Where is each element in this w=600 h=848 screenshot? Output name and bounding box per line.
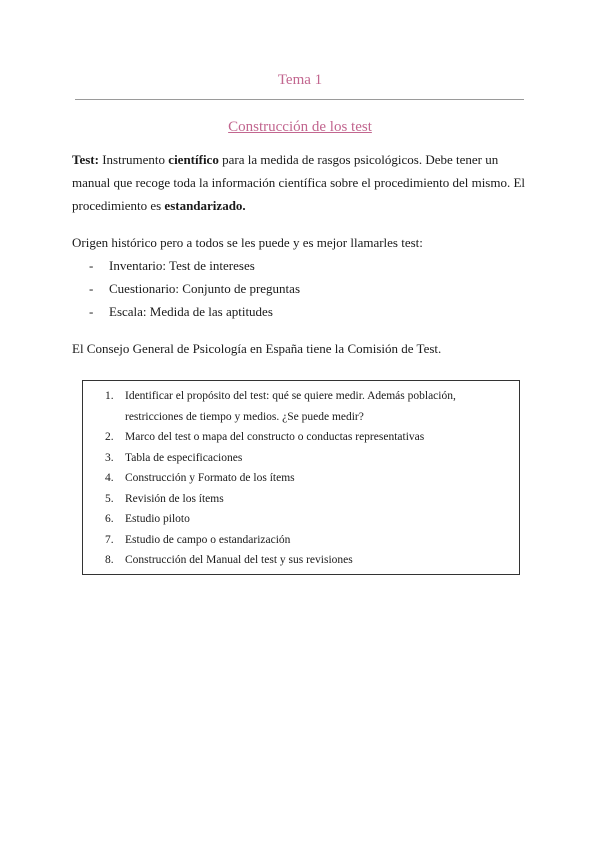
list-item	[72, 300, 528, 323]
step-text: Marco del test o mapa del constructo o conductas representativas	[125, 431, 425, 443]
construction-steps-list	[83, 386, 519, 571]
header-divider	[75, 99, 524, 100]
step-item	[83, 468, 519, 489]
step-number: 1.	[105, 390, 114, 402]
step-item	[83, 530, 519, 551]
step-number: 3.	[105, 451, 114, 464]
step-text: Tabla de especificaciones	[125, 451, 243, 464]
step-item	[83, 550, 519, 571]
list-item	[72, 277, 528, 300]
page-header-title: Tema 1	[277, 72, 323, 88]
definition-term: Test:	[72, 152, 99, 167]
step-item	[83, 448, 519, 469]
origin-section	[72, 231, 528, 323]
list-item	[72, 254, 528, 277]
step-text: Revisión de los ítems	[125, 492, 224, 505]
step-number: 2.	[105, 431, 114, 443]
test-types-list	[72, 254, 528, 323]
step-item	[83, 509, 519, 530]
origin-intro: Origen histórico pero a todos se les puede y es mejor llamarles test:	[72, 235, 423, 250]
construction-steps-box	[82, 380, 520, 575]
list-item-label: Escala: Medida de las aptitudes	[109, 304, 273, 319]
step-item	[83, 386, 519, 427]
step-item	[83, 427, 519, 448]
step-item	[83, 489, 519, 510]
test-definition-paragraph	[72, 148, 528, 217]
definition-text-1: Instrumento	[98, 152, 169, 167]
step-number: 8.	[105, 554, 114, 566]
step-number: 6.	[105, 513, 114, 525]
dash-bullet: -	[89, 281, 94, 296]
step-text: Construcción del Manual del test y sus revisiones	[125, 554, 353, 566]
council-paragraph: El Consejo General de Psicología en España tiene la Comisión de Test.	[72, 341, 442, 356]
section-title: Construcción de los test	[228, 119, 372, 135]
definition-emphasis-cientifico: científico	[168, 152, 219, 167]
step-text: Estudio de campo o estandarización	[125, 533, 291, 546]
step-text: Construcción y Formato de los ítems	[125, 472, 295, 484]
list-item-label: Cuestionario: Conjunto de preguntas	[109, 281, 301, 296]
step-text: Identificar el propósito del test: qué se quiere medir. Además población, restricciones de tiempo y medios. ¿Se puede medir?	[125, 390, 456, 423]
step-text: Estudio piloto	[125, 513, 190, 525]
list-item-label: Inventario: Test de intereses	[109, 258, 255, 273]
dash-bullet: -	[89, 258, 94, 273]
definition-text-2: para la medida de rasgos psicológicos. Debe tener un manual que recoge toda la información científica sobre el procedimiento del mismo. El procedimiento es	[72, 152, 526, 213]
step-number: 5.	[105, 492, 114, 505]
step-number: 7.	[105, 533, 114, 546]
definition-emphasis-estandarizado: estandarizado.	[164, 198, 246, 213]
dash-bullet: -	[89, 304, 94, 319]
step-number: 4.	[105, 472, 114, 484]
